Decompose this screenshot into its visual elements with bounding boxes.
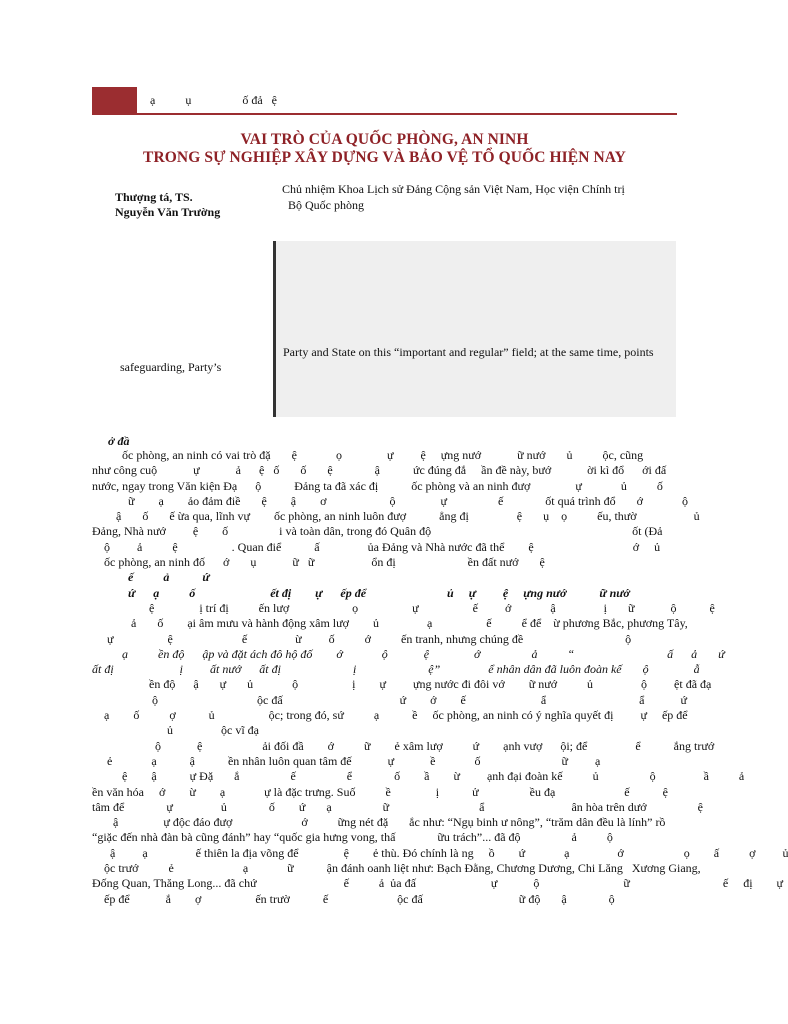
- body-line: ả ố ại âm mưu và hành động xâm lượ ủ ạ ế ể để ừ phương Bắc, phương Tây,: [92, 616, 688, 631]
- author-affiliation-line2: Bộ Quốc phòng: [288, 198, 364, 212]
- body-line: ạ ố ợ ủ ộc; trong đó, sứ ạ ề ốc phòng, an ninh có ý nghĩa quyết đị ự ếp để: [92, 708, 688, 723]
- body-line: ậ ố ế ừa qua, lĩnh vự ốc phòng, an ninh luôn đượ ẳng đị ệ ụ ọ ếu, thườ ủ: [92, 509, 700, 524]
- body-line: ếp để ắ ợ ến trườ ế ộc đấ ữ độ ậ ộ: [92, 891, 615, 906]
- body-line: ữ ạ ảo đảm điề ệ ậ ơ ộ ự ế ốt quá trình đổ ớ ộ: [92, 493, 688, 508]
- body-line: ộ ả ệ . Quan điể ấ ủa Đảng và Nhà nước đã thể ệ ớ ủ: [92, 539, 661, 554]
- body-line: Đảng, Nhà nướ ệ ố i và toàn dân, trong đó Quân độ ốt (Đả: [92, 524, 663, 539]
- body-line: ậ ự độc đáo đượ ớ ững nét đặ ắc như: “Ngụ binh ư nông”, “trăm dân đều là lính” rồ: [92, 815, 666, 830]
- body-line: ủ ộc vĩ đạ: [92, 723, 259, 738]
- body-line: ế ả ứ: [92, 570, 210, 585]
- body-line: ậ ạ ế thiên la địa võng để ệ ẻ thù. Đó chính là ng ồ ứ ạ ớ ọ ấ ợ ủ: [92, 845, 788, 860]
- author-rank: Thượng tá, TS.: [115, 190, 193, 204]
- body-line: ứ ạ ố ết đị ự ếp để ủ ự ệ ựng nướ ữ nướ: [92, 585, 630, 600]
- running-header: [92, 87, 677, 115]
- abstract-text: Party and State on this “important and regular” field; at the same time, points: [283, 345, 654, 359]
- body-line: ất đị ị ất nướ ất đị ị ệ” ể nhân dân đã luôn đoàn kế ộ ẫ: [92, 662, 700, 677]
- body-line: ạ ền độ ập và đặt ách đô hộ đố ớ ộ ệ ớ ả “ ấ ả ứ: [92, 646, 725, 661]
- body-text: [92, 448, 788, 907]
- body-line: ốc phòng, an ninh đố ớ ụ ữ ữ ổn đị ền đất nướ ệ: [92, 555, 545, 570]
- body-line: ền văn hóa ớ ừ ạ ự là đặc trưng. Suố ề ị ử ều đạ ế ệ: [92, 784, 668, 799]
- running-header-text: ạ ụ ố đả ệ: [150, 93, 277, 107]
- abstract-left-rule: [273, 241, 276, 417]
- header-accent-block: [92, 87, 137, 115]
- body-line: ệ ị trí đị ến lượ ọ ự ế ớ ậ ị ữ ộ ệ: [92, 600, 715, 615]
- header-rule: [92, 113, 677, 115]
- body-line: ệ ậ ự Đặ ắ ế ể ố ầ ừ ạnh đại đoàn kế ủ ộ ầ ả: [92, 769, 745, 784]
- body-line: ự ệ ế ừ ố ớ ến tranh, nhưng chúng đề ộ: [92, 631, 632, 646]
- abstract-box: [273, 241, 676, 417]
- article-title-line2: TRONG SỰ NGHIỆP XÂY DỰNG VÀ BẢO VỆ TỔ QUỐC HIỆN NAY: [143, 149, 626, 166]
- body-line: ộc trướ ẻ ạ ữ ận đánh oanh liệt như: Bạch Đằng, Chương Dương, Chi Lăng Xương Giang,: [92, 861, 701, 876]
- body-line: như công cuộ ự ả ệ ố ố ệ ậ ức đúng đắ ần đề này, bướ ời kì đổ ới đấ: [92, 463, 667, 478]
- body-line: tâm để ự ủ ố ứ ạ ữ ẩ ân hòa trên dướ ệ: [92, 799, 703, 814]
- body-line: ộ ệ ải đối đầ ớ ữ ẻ xâm lượ ứ ạnh vượ ội; để ể ắng trướ: [92, 738, 715, 753]
- body-line: nước, ngay trong Văn kiện Đạ ộ Đảng ta đã xác đị ốc phòng và an ninh đượ ự ủ ố: [92, 478, 663, 493]
- body-line: ẻ ạ ậ ền nhân luôn quan tâm đế ự ề ố ữ ạ: [92, 753, 601, 768]
- body-line: ộ ộc đấ ứ ớ ế ẩ ẩ ứ: [92, 692, 687, 707]
- author-affiliation-line1: Chủ nhiệm Khoa Lịch sử Đảng Cộng sản Việt Nam, Học viện Chính trị: [282, 182, 625, 196]
- body-line: ốc phòng, an ninh có vai trò đặ ệ ọ ự ệ ựng nướ ữ nướ ủ ộc, cũng: [92, 448, 644, 462]
- author-name: Nguyễn Văn Trường: [115, 205, 221, 219]
- article-title-line1: VAI TRÒ CỦA QUỐC PHÒNG, AN NINH: [240, 131, 529, 148]
- body-line: ền độ ậ ự ủ ộ ị ự ựng nước đi đôi vớ ữ nướ ủ ộ ệt đã đạ: [92, 677, 712, 692]
- section-heading: ở đầ: [108, 434, 130, 448]
- body-line: “giặc đến nhà đàn bà cũng đánh” hay “quốc gia hưng vong, thấ ữu trách”... đã độ ả ộ: [92, 830, 613, 845]
- abstract-left-note: safeguarding, Party’s: [120, 360, 222, 374]
- body-line: Đống Quan, Thăng Long... đã chứ ế ả ủa đấ ự ộ ữ ế đị ự: [92, 876, 784, 891]
